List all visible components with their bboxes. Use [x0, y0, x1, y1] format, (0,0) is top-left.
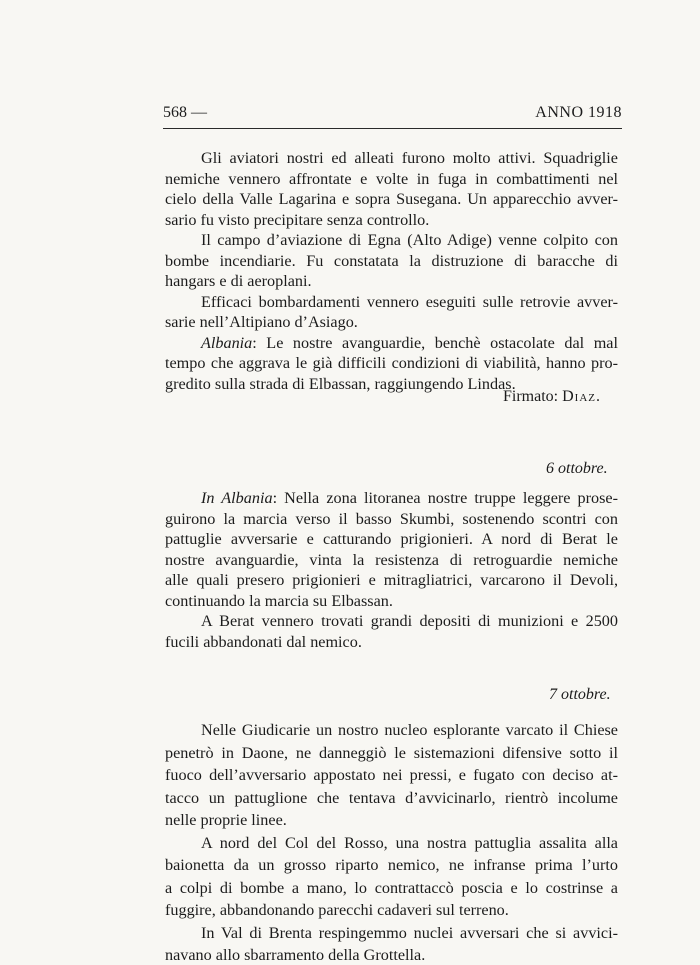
italic-lead: Albania: [201, 333, 253, 352]
running-head: ANNO 1918: [535, 104, 622, 121]
text-line: [165, 509, 618, 529]
text-line: [165, 743, 618, 763]
line-text: fuoco dell’avversario appostato nei pressi, e fugato con deciso at-: [165, 766, 618, 784]
date-heading-2: 7 ottobre.: [549, 686, 611, 703]
line-text: fucili abbandonati dal nemico.: [165, 632, 362, 651]
text-line: [201, 720, 618, 740]
text-line: [165, 855, 618, 875]
text-line: [165, 878, 618, 898]
line-text: Efficaci bombardamenti vennero eseguiti sulle retrovie avver-: [201, 292, 618, 311]
page-number: 568 —: [163, 104, 207, 121]
text-line: [165, 810, 287, 830]
text-line: [165, 374, 516, 394]
text-line: [165, 632, 362, 652]
text-line: [201, 230, 618, 250]
line-text: tempo che aggrava le già difficili condizioni di viabilità, hanno pro-: [165, 354, 618, 372]
line-text: continuando la marcia su Elbassan.: [165, 591, 393, 610]
line-text: baionetta da un grosso riparto nemico, ne infranse prima l’urto: [165, 856, 618, 874]
line-text: alle quali presero prigionieri e mitragliatrici, varcarono il Devoli,: [165, 571, 618, 589]
text-line: [165, 529, 618, 549]
text-line: [165, 900, 509, 920]
page-header: [163, 104, 622, 128]
text-line: [165, 169, 618, 189]
text-line: [201, 148, 618, 168]
line-text: pattuglie avversarie e catturando prigionieri. A nord di Berat le: [165, 530, 618, 548]
text-line: [201, 923, 618, 943]
line-text: nostre avanguardie, vinta la resistenza di retroguardie nemiche: [165, 550, 618, 569]
text-line: [165, 570, 618, 590]
line-text: In Val di Brenta respingemmo nuclei avversari che si avvici-: [201, 923, 618, 942]
signature-label: Firmato:: [503, 388, 559, 405]
line-text: guirono la marcia verso il basso Skumbi, sostenendo scontri con: [165, 509, 618, 528]
text-line: [201, 611, 618, 631]
text-line: [165, 189, 618, 209]
line-text: cielo della Valle Lagarina e sopra Susegana. Un apparecchio avver-: [165, 190, 618, 208]
text-line: [201, 488, 618, 508]
italic-lead: In Albania: [201, 489, 273, 507]
text-line: [165, 591, 393, 611]
line-text: A Berat vennero trovati grandi depositi di munizioni e 2500: [201, 612, 618, 630]
text-line: [165, 251, 618, 271]
line-text: nemiche vennero affrontate e volte in fuga in combattimenti nel: [165, 169, 618, 188]
line-text: fuggire, abbandonando parecchi cadaveri sul terreno.: [165, 901, 509, 919]
text-line: [165, 271, 312, 291]
line-text: Nelle Giudicarie un nostro nucleo esplorante varcato il Chiese: [201, 721, 618, 739]
text-line: [165, 765, 618, 785]
line-text: nelle proprie linee.: [165, 811, 287, 829]
line-text: navano allo sbarramento della Grottella.: [165, 946, 426, 964]
line-text: sario fu visto precipitare senza controllo.: [165, 210, 430, 229]
header-rule: [163, 128, 622, 129]
line-text: gredito sulla strada di Elbassan, raggiungendo Lindas.: [165, 374, 516, 393]
date-heading-1: 6 ottobre.: [546, 460, 608, 477]
line-text: : Le nostre avanguardie, benchè ostacolate dal mal: [252, 333, 618, 352]
line-text: A nord del Col del Rosso, una nostra pattuglia assalita alla: [201, 833, 618, 852]
text-line: [201, 333, 618, 353]
text-line: [201, 833, 618, 853]
signature: [503, 388, 601, 406]
text-line: [165, 353, 618, 373]
text-line: [165, 788, 618, 808]
line-text: Gli aviatori nostri ed alleati furono molto attivi. Squadriglie: [201, 149, 618, 167]
text-line: [165, 312, 358, 332]
line-text: : Nella zona litoranea nostre truppe leggere prose-: [272, 489, 619, 507]
text-line: [201, 292, 618, 312]
text-line: [165, 550, 618, 570]
signature-name: Diaz.: [562, 388, 601, 405]
line-text: tacco un pattuglione che tentava d’avvicinarlo, rientrò incolume: [165, 788, 618, 807]
line-text: bombe incendiarie. Fu constatata la distruzione di baracche di: [165, 251, 618, 270]
text-line: [165, 210, 429, 230]
line-text: hangars e di aeroplani.: [165, 272, 312, 290]
text-line: [165, 945, 425, 965]
line-text: a colpi di bombe a mano, lo contrattaccò poscia e lo costrinse a: [165, 878, 618, 897]
line-text: Il campo d’aviazione di Egna (Alto Adige) venne colpito con: [201, 231, 618, 249]
line-text: sarie nell’Altipiano d’Asiago.: [165, 313, 358, 331]
line-text: penetrò in Daone, ne danneggiò le sistemazioni difensive sotto il: [165, 743, 618, 762]
